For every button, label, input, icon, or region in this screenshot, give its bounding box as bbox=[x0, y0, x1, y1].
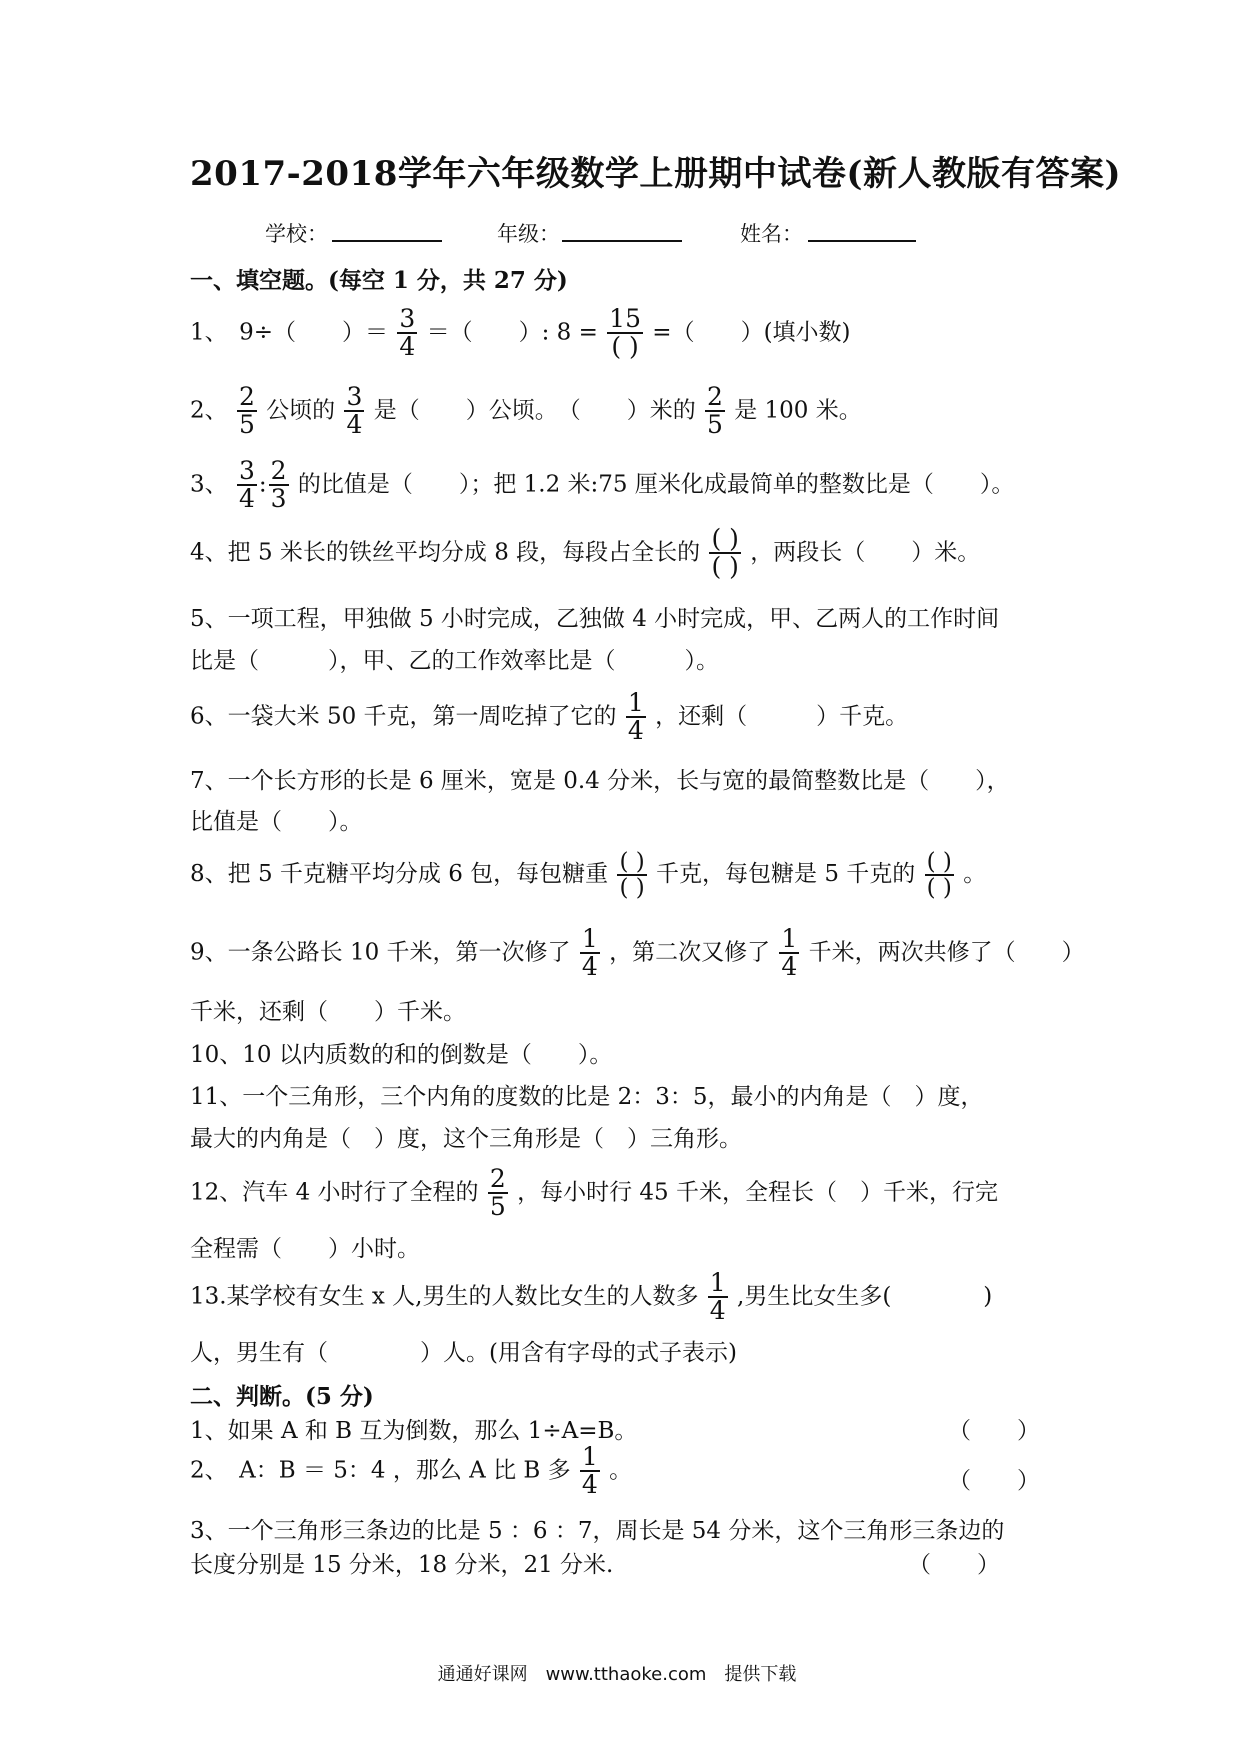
q9-text-c: 千米，两次共修了（ ） bbox=[808, 939, 1085, 966]
fraction: 15 ( ) bbox=[609, 304, 641, 362]
judge-3-text: 长度分别是 15 分米，18 分米，21 分米. bbox=[190, 1552, 614, 1578]
q13-text-b: ,男生比女生多( ) bbox=[737, 1283, 993, 1310]
fraction: $\frac{3}{4}$ bbox=[399, 304, 416, 362]
question-10: 10、10 以内质数的和的倒数是（ ）。 bbox=[190, 1042, 613, 1068]
fraction: $\frac{2}{5}$ bbox=[238, 382, 255, 440]
question-7-line-1: 7、一个长方形的长是 6 厘米，宽是 0.4 分米，长与宽的最简整数比是（ ）， bbox=[190, 768, 1010, 794]
question-13-line-2: 人，男生有（ ）人。(用含有字母的式子表示) bbox=[190, 1340, 737, 1366]
q1-text-c: =（ ）(填小数) bbox=[652, 319, 851, 346]
question-3 bbox=[190, 458, 1014, 513]
judge-1-answer-box: （ ） bbox=[948, 1418, 1040, 1444]
q13-text-a: 13.某学校有女生 x 人,男生的人数比女生的人数多 bbox=[190, 1283, 699, 1310]
ratio-colon: : bbox=[258, 471, 267, 498]
judge-1 bbox=[190, 1412, 1040, 1445]
page-title: 2017-2018学年六年级数学上册期中试卷(新人教版有答案) bbox=[190, 154, 1122, 194]
question-13 bbox=[190, 1270, 992, 1325]
question-7-line-2: 比值是（ ）。 bbox=[190, 809, 363, 835]
q8-text-a: 8、把 5 千克糖平均分成 6 包，每包糖重 bbox=[190, 861, 609, 888]
fraction: ( ) ( ) bbox=[711, 524, 739, 582]
q9-text-a: 9、一条公路长 10 千米，第一次修了 bbox=[190, 939, 571, 966]
fraction: ( ) ( ) bbox=[619, 849, 645, 902]
section-judge-heading: 二、判断。(5 分) bbox=[190, 1383, 374, 1410]
fraction: $\frac{1}{4}$ bbox=[781, 924, 798, 982]
judge-2-text-a: 2、 A：B ＝ 5：4 ，那么 A 比 B 多 bbox=[190, 1457, 571, 1484]
question-12-line-2: 全程需（ ）小时。 bbox=[190, 1236, 420, 1262]
judge-3-answer-box: （ ） bbox=[908, 1552, 1000, 1578]
q2-text-a: 2、 bbox=[190, 397, 228, 424]
q2-text-c: 是（ ）公顷。 （ ）米的 bbox=[373, 397, 696, 424]
school-blank bbox=[332, 240, 442, 242]
q4-text-b: ，两段长（ ）米。 bbox=[750, 539, 981, 566]
q12-text-b: ，每小时行 45 千米，全程长（ ）千米，行完 bbox=[517, 1179, 998, 1206]
question-5-line-1: 5、一项工程，甲独做 5 小时完成，乙独做 4 小时完成，甲、乙两人的工作时间 bbox=[190, 606, 1000, 632]
q2-text-d: 是 100 米。 bbox=[734, 397, 862, 424]
fraction: $\frac{1}{4}$ bbox=[627, 688, 644, 746]
fraction: $\frac{1}{4}$ bbox=[581, 924, 598, 982]
q6-text-b: ，还剩（ ）千克。 bbox=[655, 703, 909, 730]
fraction: $\frac{2}{5}$ bbox=[489, 1164, 506, 1222]
fraction: $\frac{3}{4}$ bbox=[346, 382, 363, 440]
q8-text-c: 。 bbox=[963, 861, 987, 888]
question-5-line-2: 比是（ ），甲、乙的工作效率比是（ ）。 bbox=[190, 648, 719, 674]
question-12 bbox=[190, 1166, 998, 1221]
fraction: ( ) ( ) bbox=[926, 849, 952, 902]
judge-2 bbox=[190, 1444, 1040, 1499]
school-label: 学校： bbox=[265, 222, 328, 246]
fraction: $\frac{1}{4}$ bbox=[709, 1268, 726, 1326]
question-11-line-2: 最大的内角是（ ）度，这个三角形是（ ）三角形。 bbox=[190, 1126, 742, 1152]
q9-text-b: ，第二次又修了 bbox=[609, 939, 771, 966]
q12-text-a: 12、汽车 4 小时行了全程的 bbox=[190, 1179, 479, 1206]
fraction: $\frac{1}{4}$ bbox=[581, 1442, 598, 1500]
question-2 bbox=[190, 384, 862, 439]
name-blank bbox=[808, 240, 916, 242]
judge-3-line-1: 3、一个三角形三条边的比是 5 ：6 ：7，周长是 54 分米，这个三角形三条边的 bbox=[190, 1518, 1005, 1544]
judge-1-text: 1、如果 A 和 B 互为倒数，那么 1÷A=B。 bbox=[190, 1418, 638, 1444]
judge-2-text-b: 。 bbox=[609, 1457, 633, 1484]
fraction: $\frac{3}{4}$ bbox=[238, 456, 255, 514]
question-1 bbox=[190, 306, 851, 361]
q8-text-b: 千克，每包糖是 5 千克的 bbox=[656, 861, 916, 888]
q1-text-b: ＝（ ）: 8 = bbox=[426, 319, 598, 346]
footer-credit: 通通好课网 www.tthaoke.com 提供下载 bbox=[437, 1664, 797, 1685]
question-4 bbox=[190, 526, 980, 581]
judge-3-line-2 bbox=[190, 1546, 1040, 1579]
question-9 bbox=[190, 926, 1085, 981]
q1-text-a: 1、 9÷（ ）＝ bbox=[190, 319, 389, 346]
q6-text-a: 6、一袋大米 50 千克，第一周吃掉了它的 bbox=[190, 703, 617, 730]
q4-text-a: 4、把 5 米长的铁丝平均分成 8 段，每段占全长的 bbox=[190, 539, 701, 566]
name-label: 姓名： bbox=[740, 222, 803, 246]
question-6 bbox=[190, 690, 908, 745]
question-8 bbox=[190, 850, 986, 900]
question-9-line-2: 千米，还剩（ ）千米。 bbox=[190, 999, 466, 1025]
section-fill-heading: 一、填空题。(每空 1 分，共 27 分) bbox=[190, 267, 568, 294]
grade-blank bbox=[562, 240, 682, 242]
q2-text-b: 公顷的 bbox=[266, 397, 336, 424]
q3-text-b: 的比值是（ ）；把 1.2 米:75 厘米化成最简单的整数比是（ ）。 bbox=[297, 471, 1015, 498]
fraction: $\frac{2}{5}$ bbox=[707, 382, 723, 440]
grade-label: 年级： bbox=[497, 222, 560, 246]
q3-text-a: 3、 bbox=[190, 471, 228, 498]
judge-2-answer-box: （ ） bbox=[948, 1468, 1040, 1494]
question-11-line-1: 11、一个三角形，三个内角的度数的比是 2：3：5，最小的内角是（ ）度， bbox=[190, 1084, 984, 1110]
fraction: $\frac{2}{3}$ bbox=[270, 456, 287, 514]
